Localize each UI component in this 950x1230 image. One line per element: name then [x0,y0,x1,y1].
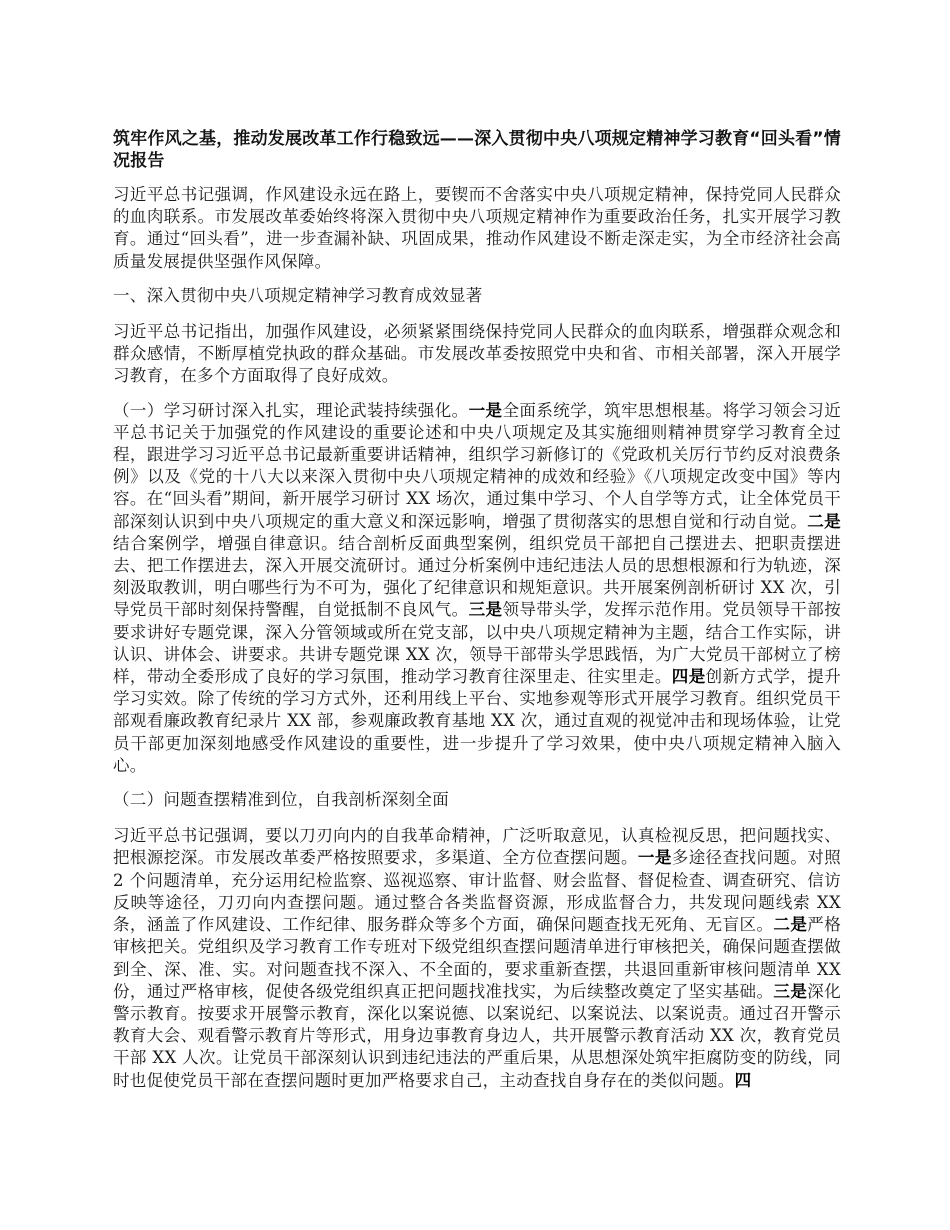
point-3-label: 三是 [773,981,808,1001]
point-1-text: 多途径查找问题。对照 2 个问题清单，充分运用纪检监察、巡视巡察、审计监督、财会监督、督促检查、调查研究、信访反映等途径，刀刃向内查摆问题。通过整合各类监督资源，形成监督合力，共发现问题线索 XX 条，涵盖了作风建设、工作纪律、服务群众等多个方面，确保问题查找无死角、无盲区。 [113,848,841,935]
point-2-text: 结合案例学，增强自律意识。结合剖析反面典型案例，组织党员干部把自己摆进去、把职责摆进去、把工作摆进去，深入开展交流研讨。通过分析案例中违纪违法人员的思想根源和行为轨迹，深刻汲取教训，明白哪些行为不可为，强化了纪律意识和规矩意识。共开展案例剖析研讨 XX 次，引导党员干部时刻保持警醒，自觉抵制不良风气。 [113,533,841,620]
point-4-text: 创新方式学，提升学习实效。除了传统的学习方式外，还利用线上平台、实地参观等形式开展学习教育。组织党员干部观看廉政教育纪录片 XX 部，参观廉政教育基地 XX 次，通过直观的视觉冲击和现场体验，让党员干部更加深刻地感受作风建设的重要性，进一步提升了学习效果，使中央八项规定精神入脑入心。 [113,667,842,775]
point-3-text: 深化警示教育。按要求开展警示教育，深化以案说德、以案说纪、以案说法、以案说责。通过召开警示教育大会、观看警示教育片等形式，用身边事教育身边人，共开展警示教育活动 XX 次，教育党员干部 XX 人次。让党员干部深刻认识到违纪违法的严重后果，从思想深处筑牢拒腐防变的防线，同时也促使党员干部在查摆问题时更加严格要求自己，主动查找自身存在的类似问题。 [113,981,841,1090]
point-1-label: 一是 [468,400,503,420]
point-3-text: 领导带头学，发挥示范作用。党员领导干部按要求讲好专题党课，深入分管领域或所在党支部，以中央八项规定精神为主题，结合工作实际，讲认识、讲体会、讲要求。共讲专题党课 XX 次，领导干部带头学思践悟，为广大党员干部树立了榜样，带动全委形成了良好的学习氛围，推动学习教育往深里走、往实里走。 [113,600,841,687]
subsection-2-heading: （二）问题查摆精准到位，自我剖析深刻全面 [113,790,449,810]
section-1-intro-paragraph: 习近平总书记指出，加强作风建设，必须紧紧围绕保持党同人民群众的血肉联系，增强群众观念和群众感情，不断厚植党执政的群众基础。市发展改革委按照党中央和省、市相关部署，深入开展学习教育，在多个方面取得了良好成效。 [113,322,841,386]
subsection-2-intro: 习近平总书记强调，要以刀刃向内的自我革命精神，广泛听取意见，认真检视反思，把问题找实、把根源挖深。市发展改革委严格按照要求，多渠道、全方位查摆问题。 [113,826,841,868]
point-3-label: 三是 [468,600,503,620]
point-1-text: 全面系统学，筑牢思想根基。将学习领会习近平总书记关于加强党的作风建设的重要论述和中央八项规定及其实施细则精神贯穿学习教育全过程，跟进学习习近平总书记最新重要讲话精神，组织学习新修订的《党政机关厉行节约反对浪费条例》以及《党的十八大以来深入贯彻中央八项规定精神的成效和经验》《八项规定改变中国》等内容。在“回头看”期间，新开展学习研讨 XX 场次，通过集中学习、个人自学等方式，让全体党员干部深刻认识到中央八项规定的重大意义和深远影响，增强了贯彻落实的思想自觉和行动自觉。 [113,400,841,531]
section-1-heading: 一、深入贯彻中央八项规定精神学习教育成效显著 [113,285,483,305]
subsection-1-paragraph [113,400,841,777]
subsection-1-lead: （一）学习研讨深入扎实，理论武装持续强化。 [113,400,469,420]
document-page [113,128,841,1104]
intro-paragraph: 习近平总书记强调，作风建设永远在路上，要锲而不舍落实中央八项规定精神，保持党同人民群众的血肉联系。市发展改革委始终将深入贯彻中央八项规定精神作为重要政治任务，扎实开展学习教育。通过“回头看”，进一步查漏补缺、巩固成果，推动作风建设不断走深走实，为全市经济社会高质量发展提供坚强作风保障。 [113,185,841,271]
point-2-label: 二是 [773,915,808,935]
point-4-label: 四是 [671,667,706,687]
point-1-label: 一是 [637,848,672,868]
point-2-text: 严格审核把关。党组织及学习教育工作专班对下级党组织查摆问题清单进行审核把关，确保问题查摆做到全、深、准、实。对问题查找不深入、不全面的，要求重新查摆，共退回重新审核问题清单 XX 份，通过严格审核，促使各级党组织真正把问题找准找实，为后续整改奠定了坚实基础。 [113,915,841,1001]
point-2-label: 二是 [807,511,841,531]
document-title: 筑牢作风之基，推动发展改革工作行稳致远——深入贯彻中央八项规定精神学习教育“回头看”情况报告 [113,129,841,171]
subsection-2-paragraph [113,825,841,1091]
point-4-label: 四 [734,1070,752,1090]
